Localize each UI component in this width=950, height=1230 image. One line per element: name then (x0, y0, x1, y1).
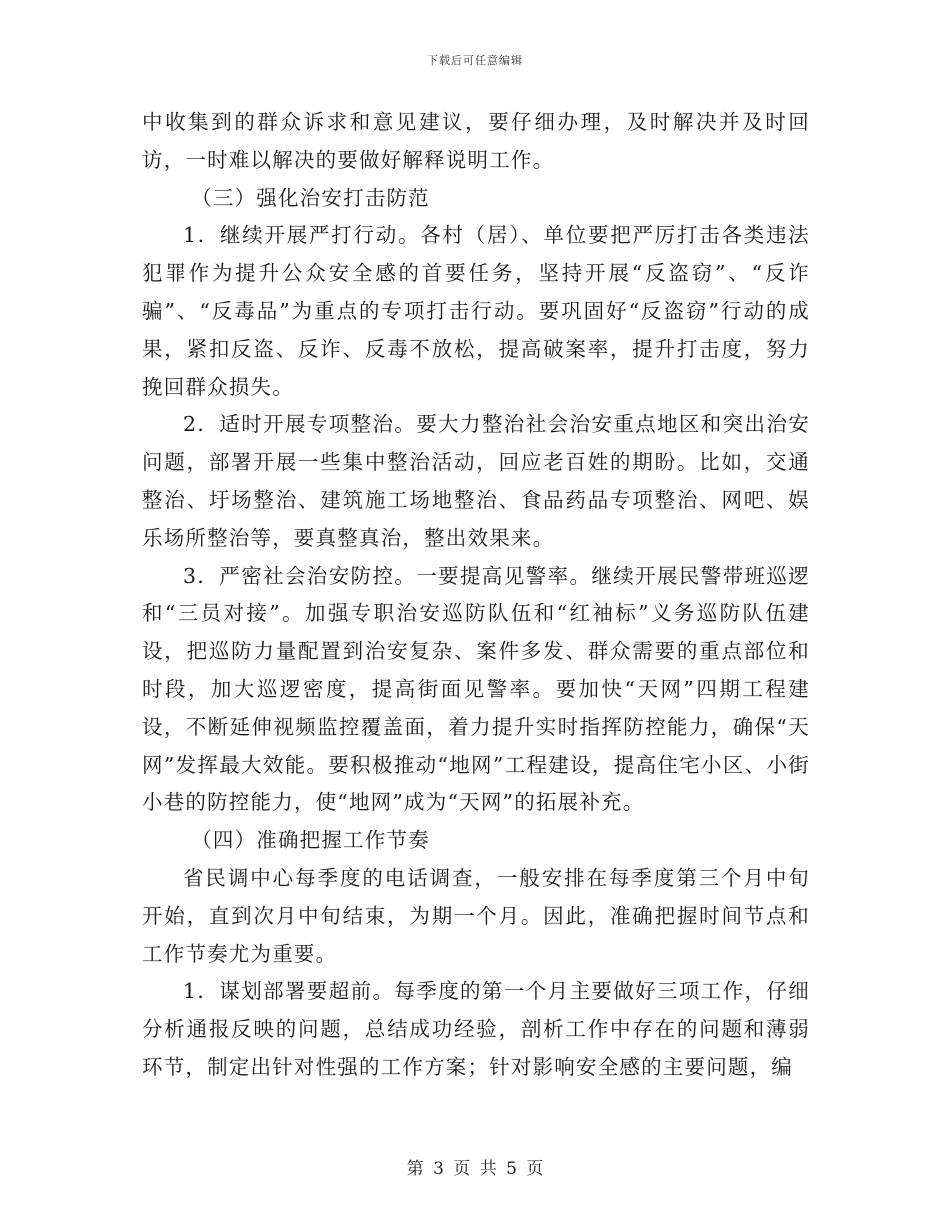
document-body (142, 104, 810, 1087)
paragraph-continuation: 中收集到的群众诉求和意见建议，要仔细办理，及时解决并及时回访，一时难以解决的要做好解释说明工作。 (142, 110, 810, 172)
paragraph-survey-schedule: 省民调中心每季度的电话调查，一般安排在每季度第三个月中旬开始，直到次月中旬结束，为期一个月。因此，准确把握时间节点和工作节奏尤为重要。 (142, 865, 810, 966)
header-note: 下载后可任意编辑 (427, 54, 523, 67)
paragraph-planning: 1．谋划部署要超前。每季度的第一个月主要做好三项工作，仔细分析通报反映的问题，总结成功经验，剖析工作中存在的问题和薄弱环节，制定出针对性强的工作方案；针对影响安全感的主要问题，编 (142, 979, 810, 1079)
paragraph-special-rectification: 2．适时开展专项整治。要大力整治社会治安重点地区和突出治安问题，部署开展一些集中整治活动，回应老百姓的期盼。比如，交通整治、圩场整治、建筑施工场地整治、食品药品专项整治、网吧、娱乐场所整治等，要真整真治，整出效果来。 (142, 412, 810, 550)
section-heading-4: （四）准确把握工作节奏 (191, 828, 430, 853)
page-number: 第 3 页 共 5 页 (406, 1159, 544, 1179)
section-heading-3: （三）强化治安打击防范 (191, 185, 430, 210)
paragraph-crackdown: 1．继续开展严打行动。各村（居）、单位要把严厉打击各类违法犯罪作为提升公众安全感的首要任务，坚持开展“反盗窃”、“反诈骗”、“反毒品”为重点的专项打击行动。要巩固好“反盗窃”行动的成果，紧扣反盗、反诈、反毒不放松，提高破案率，提升打击度，努力挽回群众损失。 (142, 223, 810, 399)
paragraph-prevention-control: 3．严密社会治安防控。一要提高见警率。继续开展民警带班巡逻和“三员对接”。加强专职治安巡防队伍和“红袖标”义务巡防队伍建设，把巡防力量配置到治安复杂、案件多发、群众需要的重点部位和时段，加大巡逻密度，提高街面见警率。要加快“天网”四期工程建设，不断延伸视频监控覆盖面，着力提升实时指挥防控能力，确保“天网”发挥最大效能。要积极推动“地网”工程建设，提高住宅小区、小街小巷的防控能力，使“地网”成为“天网”的拓展补充。 (142, 563, 810, 815)
